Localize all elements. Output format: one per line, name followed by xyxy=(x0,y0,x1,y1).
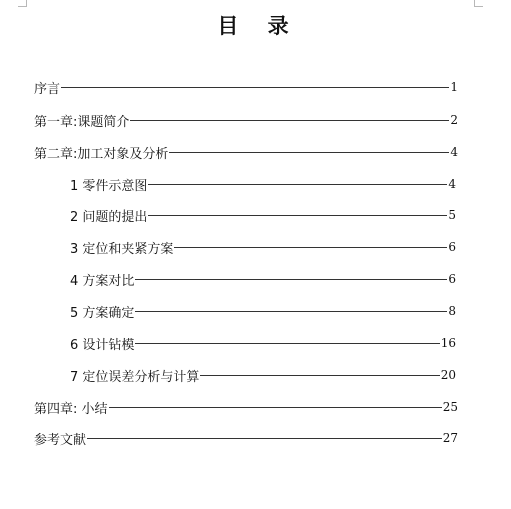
toc-page-number: 27 xyxy=(442,431,458,445)
toc-entry-label: 4 方案对比 xyxy=(70,273,135,289)
toc-leader xyxy=(148,184,447,185)
toc-leader xyxy=(135,279,447,280)
toc-page-number: 4 xyxy=(450,145,458,159)
toc-entry-label: 2 问题的提出 xyxy=(70,209,148,225)
toc-title: 目 录 xyxy=(217,13,300,38)
toc-page-number: 6 xyxy=(448,240,456,254)
toc-page-number: 5 xyxy=(448,208,456,222)
toc-leader xyxy=(135,311,447,312)
toc-entry[interactable] xyxy=(70,302,456,320)
toc-leader xyxy=(148,215,447,216)
toc-leader xyxy=(87,438,442,439)
toc-page-number: 8 xyxy=(448,304,456,318)
toc-page-number: 1 xyxy=(450,80,458,94)
toc-leader xyxy=(135,343,439,344)
page-corner-mark-right xyxy=(474,0,483,7)
toc-entry-label: 第四章: 小结 xyxy=(34,401,108,417)
toc-leader xyxy=(169,152,449,153)
toc-page-number: 2 xyxy=(450,113,458,127)
toc-entry-label: 7 定位误差分析与计算 xyxy=(70,369,200,385)
toc-entry-label: 5 方案确定 xyxy=(70,305,135,321)
toc-entry[interactable] xyxy=(70,175,456,193)
toc-leader xyxy=(130,120,449,121)
toc-page-number: 25 xyxy=(442,400,458,414)
toc-entry-label: 6 设计钻模 xyxy=(70,337,135,353)
toc-entry-label: 序言 xyxy=(34,81,61,97)
toc-entry[interactable] xyxy=(34,429,458,447)
toc-leader xyxy=(109,407,442,408)
toc-entry[interactable] xyxy=(34,398,458,416)
page-corner-mark-left xyxy=(18,0,27,7)
toc-page-number: 6 xyxy=(448,272,456,286)
toc-page-number: 16 xyxy=(440,336,456,350)
toc-entry[interactable] xyxy=(34,111,458,129)
toc-entry-label: 第一章:课题简介 xyxy=(34,114,130,130)
toc-leader xyxy=(174,247,447,248)
toc-entry[interactable] xyxy=(34,78,458,96)
toc-entry[interactable] xyxy=(70,206,456,224)
toc-leader xyxy=(61,87,449,88)
toc-entry[interactable] xyxy=(70,238,456,256)
toc-page-number: 20 xyxy=(440,368,456,382)
toc-entry-label: 3 定位和夹紧方案 xyxy=(70,241,174,257)
toc-entry-label: 参考文献 xyxy=(34,432,87,448)
toc-leader xyxy=(200,375,439,376)
toc-entry[interactable] xyxy=(34,143,458,161)
toc-entry[interactable] xyxy=(70,366,456,384)
toc-entry-label: 1 零件示意图 xyxy=(70,178,148,194)
toc-page-number: 4 xyxy=(448,177,456,191)
toc-entry-label: 第二章:加工对象及分析 xyxy=(34,146,169,162)
toc-entry[interactable] xyxy=(70,334,456,352)
toc-entry[interactable] xyxy=(70,270,456,288)
